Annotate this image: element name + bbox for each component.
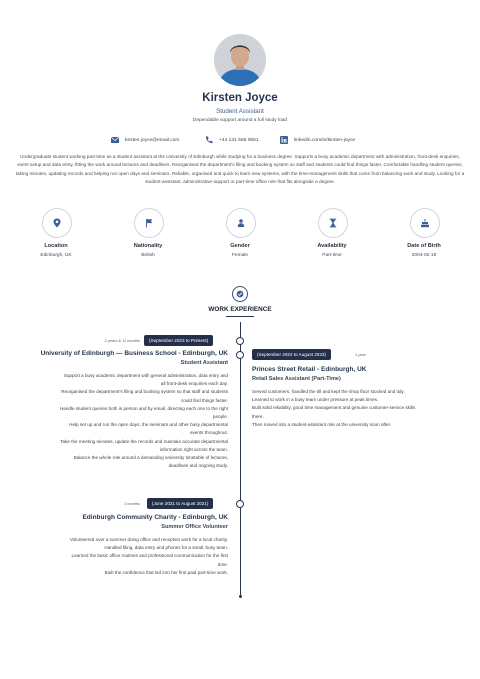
job-3-line: Handled filing, data entry and phones for a small, busy team. <box>104 545 228 551</box>
candidate-name: Kirsten Joyce <box>202 92 278 104</box>
info-label-gender: Gender <box>230 243 250 249</box>
job-3-line: time. <box>218 561 228 567</box>
info-location <box>42 208 72 238</box>
timeline-dot <box>236 351 244 359</box>
info-label-birthdate: Date of Birth <box>407 243 441 249</box>
job-1-duration: 2 years & 11 months <box>104 338 140 343</box>
hourglass-icon <box>328 218 338 228</box>
info-value-gender: Female <box>232 253 248 258</box>
profile-summary: Undergraduate student working part-time as a student assistant at the University of Edinburgh while studying for a business degree. Supports a busy academic department with administration, front-desk enquiries, event setup and data entry, fitting the work around lectures and deadlines. Reorganised the department's filing and booking system so staff and students could find things faster. Comfortable handling student queries, taking minutes, updating records and helping run open days and seminars. Reliable, organised and quick to learn new systems, with the time-management skills that come from balancing work and study. Looking for a student-assistant, administrative-support or part-time office role that fits alongside a degree. <box>15 154 465 185</box>
contact-phone[interactable] <box>205 135 259 145</box>
timeline-end <box>239 595 242 598</box>
job-3-line: Learned the basic office routines and professional communication for the first <box>71 553 228 559</box>
info-nationality <box>134 208 164 238</box>
job-1-line: all front-desk enquiries each day. <box>160 381 228 387</box>
email-text: kirsten.joyce@email.com <box>125 137 180 143</box>
job-2-dates: (September 2022 to August 2023) <box>252 349 331 360</box>
info-gender <box>226 208 256 238</box>
info-label-location: Location <box>44 243 68 249</box>
profile-photo <box>214 34 266 86</box>
section-divider <box>226 316 254 317</box>
job-2-line: there. <box>252 413 264 419</box>
info-birthdate <box>410 208 440 238</box>
timeline-line <box>240 322 241 597</box>
timeline-dot <box>236 500 244 508</box>
info-label-availability: Availability <box>317 243 347 249</box>
job-2-line: Then moved into a student-assistant role at the university soon after. <box>252 421 392 427</box>
email-icon <box>111 136 119 144</box>
job-2-role: Retail Sales Assistant (Part-Time) <box>252 376 341 382</box>
job-1-line: Handle student queries both in person and by email, directing each one to the right <box>59 405 228 411</box>
section-title-work-experience: WORK EXPERIENCE <box>208 306 272 313</box>
work-experience-icon <box>232 286 248 302</box>
linkedin-text: linkedin.com/in/kirsten-joyce <box>294 137 356 143</box>
job-1-line: could find things faster. <box>181 397 228 403</box>
contact-linkedin[interactable] <box>280 135 355 145</box>
job-3-description <box>8 536 228 577</box>
job-1-line: Balance the whole role around a demanding university timetable of lectures, <box>73 455 228 461</box>
location-pin-icon <box>52 218 62 228</box>
info-value-location: Edinburgh, UK <box>40 253 72 258</box>
job-1-dates: (September 2023 to Present) <box>144 335 213 346</box>
person-icon <box>236 218 246 228</box>
info-value-availability: Part-time <box>322 253 342 258</box>
job-2-description <box>252 388 467 429</box>
tagline: Dependable support around a full study load <box>192 118 288 123</box>
job-1-line: Reorganised the department's filing and booking system so that staff and students <box>61 389 228 395</box>
timeline-dot <box>236 337 244 345</box>
job-1-description <box>8 372 228 470</box>
job-1-line: deadlines and ongoing study. <box>168 463 228 469</box>
job-2-line: Built solid reliability, good time management and genuine customer-service skills <box>252 405 416 411</box>
job-1-role: Student Assistant <box>180 360 228 366</box>
info-label-nationality: Nationality <box>133 243 163 249</box>
job-3-line: Volunteered over a summer doing office and reception work for a local charity. <box>69 537 228 542</box>
job-2-line: Learned to work in a busy team under pressure at peak times. <box>252 397 379 403</box>
flag-icon <box>144 218 154 228</box>
phone-icon <box>205 136 213 144</box>
job-2-duration: 1 year <box>355 352 366 357</box>
job-3-company: Edinburgh Community Charity - Edinburgh, UK <box>82 514 228 521</box>
phone-text: +44 131 555 0551 <box>219 137 259 143</box>
job-2-line: Served customers, handled the till and kept the shop floor stocked and tidy. <box>252 389 405 394</box>
job-1-line: information right across the team. <box>159 446 228 452</box>
job-1-line: people. <box>212 414 228 420</box>
contact-email[interactable] <box>111 135 179 145</box>
job-1-line: events throughout. <box>189 430 228 436</box>
info-value-birthdate: 2004-02-18 <box>411 253 437 258</box>
job-1-line: Support a busy academic department with general administration, data entry and <box>63 373 228 378</box>
job-1-line: Take the meeting minutes, update the records and maintain accurate departmental <box>60 438 228 444</box>
job-title: Student Assistant <box>216 108 264 115</box>
job-3-duration: 3 months <box>123 501 140 506</box>
info-availability <box>318 208 348 238</box>
job-3-line: Built the confidence that led into her first paid part-time work. <box>104 569 228 575</box>
job-3-dates: (June 2021 to August 2021) <box>147 498 213 509</box>
job-3-role: Summer Office Volunteer <box>161 524 228 530</box>
cake-icon <box>420 218 430 228</box>
job-2-company: Princes Street Retail - Edinburgh, UK <box>252 366 367 373</box>
info-value-nationality: British <box>141 253 155 258</box>
linkedin-icon <box>280 136 288 144</box>
job-1-line: Help set up and run the open days, the seminars and other busy departmental <box>69 422 228 428</box>
job-1-company: University of Edinburgh — Business School - Edinburgh, UK <box>40 350 228 357</box>
